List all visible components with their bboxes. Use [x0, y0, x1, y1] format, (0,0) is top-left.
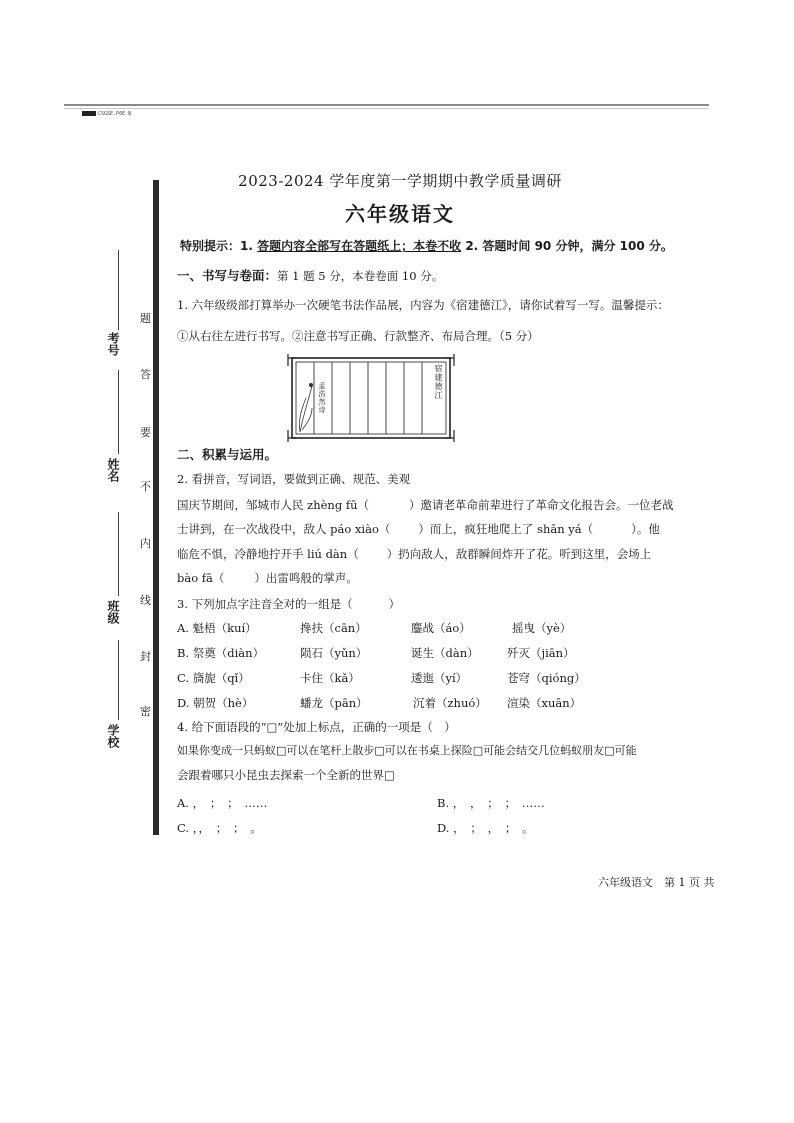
binding-char: 线 [140, 594, 151, 607]
field-line[interactable] [118, 250, 119, 330]
field-line[interactable] [118, 640, 119, 720]
q4-option-b[interactable]: B. ， ， ； ； …… [437, 796, 545, 810]
q3-option-d-1[interactable]: D. 朝贺（hè） [177, 696, 254, 710]
q4-passage-line1: 如果你变成一只蚂蚁□可以在笔杆上散步□可以在书桌上探险□可能会结交几位蚂蚁朋友□可能 [177, 744, 637, 757]
q3-option-b-4: 歼灭（jiān） [507, 646, 575, 660]
q4-title: 4. 给下面语段的“□”处加上标点，正确的一项是（ ） [177, 720, 456, 734]
field-label-exam-number: 考号 [106, 332, 120, 356]
q3-option-b-1[interactable]: B. 祭奠（diàn） [177, 646, 265, 660]
section-1-heading: 一、书写与卷面：第 1 题 5 分，本卷卷面 10 分。 [177, 268, 444, 283]
binding-char: 密 [140, 705, 151, 718]
field-label-class: 班级 [106, 600, 120, 624]
q1-prompt-line2: ①从右往左进行书写。②注意书写正确、行款整齐、布局合理。（5 分） [177, 329, 539, 343]
field-line[interactable] [118, 370, 119, 454]
q3-title: 3. 下列加点字注音全对的一组是（ ） [177, 597, 401, 611]
binding-bar [153, 180, 159, 835]
q3-option-a-3: 鏖战（áo） [411, 621, 471, 635]
orchid-decoration-icon [299, 383, 312, 432]
scroll-poem-author: 孟浩然诗 [318, 382, 326, 414]
q3-option-b-2: 陨石（yǔn） [300, 646, 368, 660]
scroll-poem-title: 宿建德江 [434, 364, 443, 400]
q3-option-a-2: 搀扶（cān） [300, 621, 367, 635]
scan-edge-line [64, 104, 709, 106]
q3-option-c-3: 逶迤（yí） [411, 671, 468, 685]
q3-option-c-4: 苍穹（qióng） [507, 671, 586, 685]
special-notice: 特别提示：1. 答题内容全部写在答题纸上；本卷不收 2. 答题时间 90 分钟，满分 100 分。 [180, 239, 673, 253]
calligraphy-scroll-grid [286, 352, 456, 444]
q2-title: 2. 看拼音，写词语，要做到正确、规范、美观 [177, 472, 411, 486]
q2-line4: bào fā（ ）出雷鸣般的掌声。 [177, 571, 358, 585]
q4-option-c[interactable]: C. ，， ； ； 。 [177, 821, 262, 835]
scan-edge-line-faint [64, 108, 709, 109]
page-footer: 六年级语文 第 1 页 共 [598, 876, 715, 889]
q3-option-d-4: 渲染（xuān） [507, 696, 582, 710]
binding-char: 不 [140, 480, 151, 493]
section-2-heading: 二、积累与运用。 [177, 447, 278, 462]
binding-char: 封 [140, 650, 151, 663]
q3-option-b-3: 诞生（dàn） [411, 646, 479, 660]
binding-char: 要 [140, 426, 151, 439]
q3-option-c-1[interactable]: C. 旖旎（qǐ） [177, 671, 250, 685]
field-line[interactable] [118, 512, 119, 596]
q3-option-a-4: 摇曳（yè） [512, 621, 572, 635]
field-label-school: 学校 [106, 724, 120, 748]
q3-option-d-2: 蟠龙（pān） [300, 696, 368, 710]
field-label-name: 姓名 [106, 458, 120, 482]
q1-prompt-line1: 1. 六年级级部打算举办一次硬笔书法作品展，内容为《宿建德江》，请你试着写一写。温馨提示： [177, 298, 669, 312]
binding-char: 题 [140, 312, 151, 325]
scan-tag: CSGSE.P6E B [82, 111, 142, 117]
q3-option-c-2: 卡住（kǎ） [300, 671, 360, 685]
q4-option-d[interactable]: D. ， ； ， ； 。 [437, 821, 534, 835]
q4-passage-line2: 会跟着哪只小昆虫去探索一个全新的世界□ [177, 768, 395, 782]
q3-option-a-1[interactable]: A. 魁梧（kuí） [177, 621, 257, 635]
binding-char: 答 [140, 368, 151, 381]
q2-line1: 国庆节期间，邹城市人民 zhèng fū（ ）邀请老革命前辈进行了革命文化报告会。一位老战 [177, 498, 674, 512]
binding-char: 内 [140, 537, 151, 550]
exam-title: 2023-2024 学年度第一学期期中教学质量调研 [238, 172, 562, 190]
q4-option-a[interactable]: A. ， ； ； …… [177, 796, 268, 810]
q2-line3: 临危不惧，冷静地拧开手 liú dàn（ ）扔向敌人，敌群瞬间炸开了花。听到这里，会场上 [177, 547, 652, 561]
q3-option-d-3: 沉着（zhuó） [413, 696, 487, 710]
exam-subject: 六年级语文 [345, 202, 455, 226]
q2-line2: 士讲到，在一次战役中，敌人 páo xiào（ ）而上，疯狂地爬上了 shān yá（ ）。他 [177, 522, 660, 536]
